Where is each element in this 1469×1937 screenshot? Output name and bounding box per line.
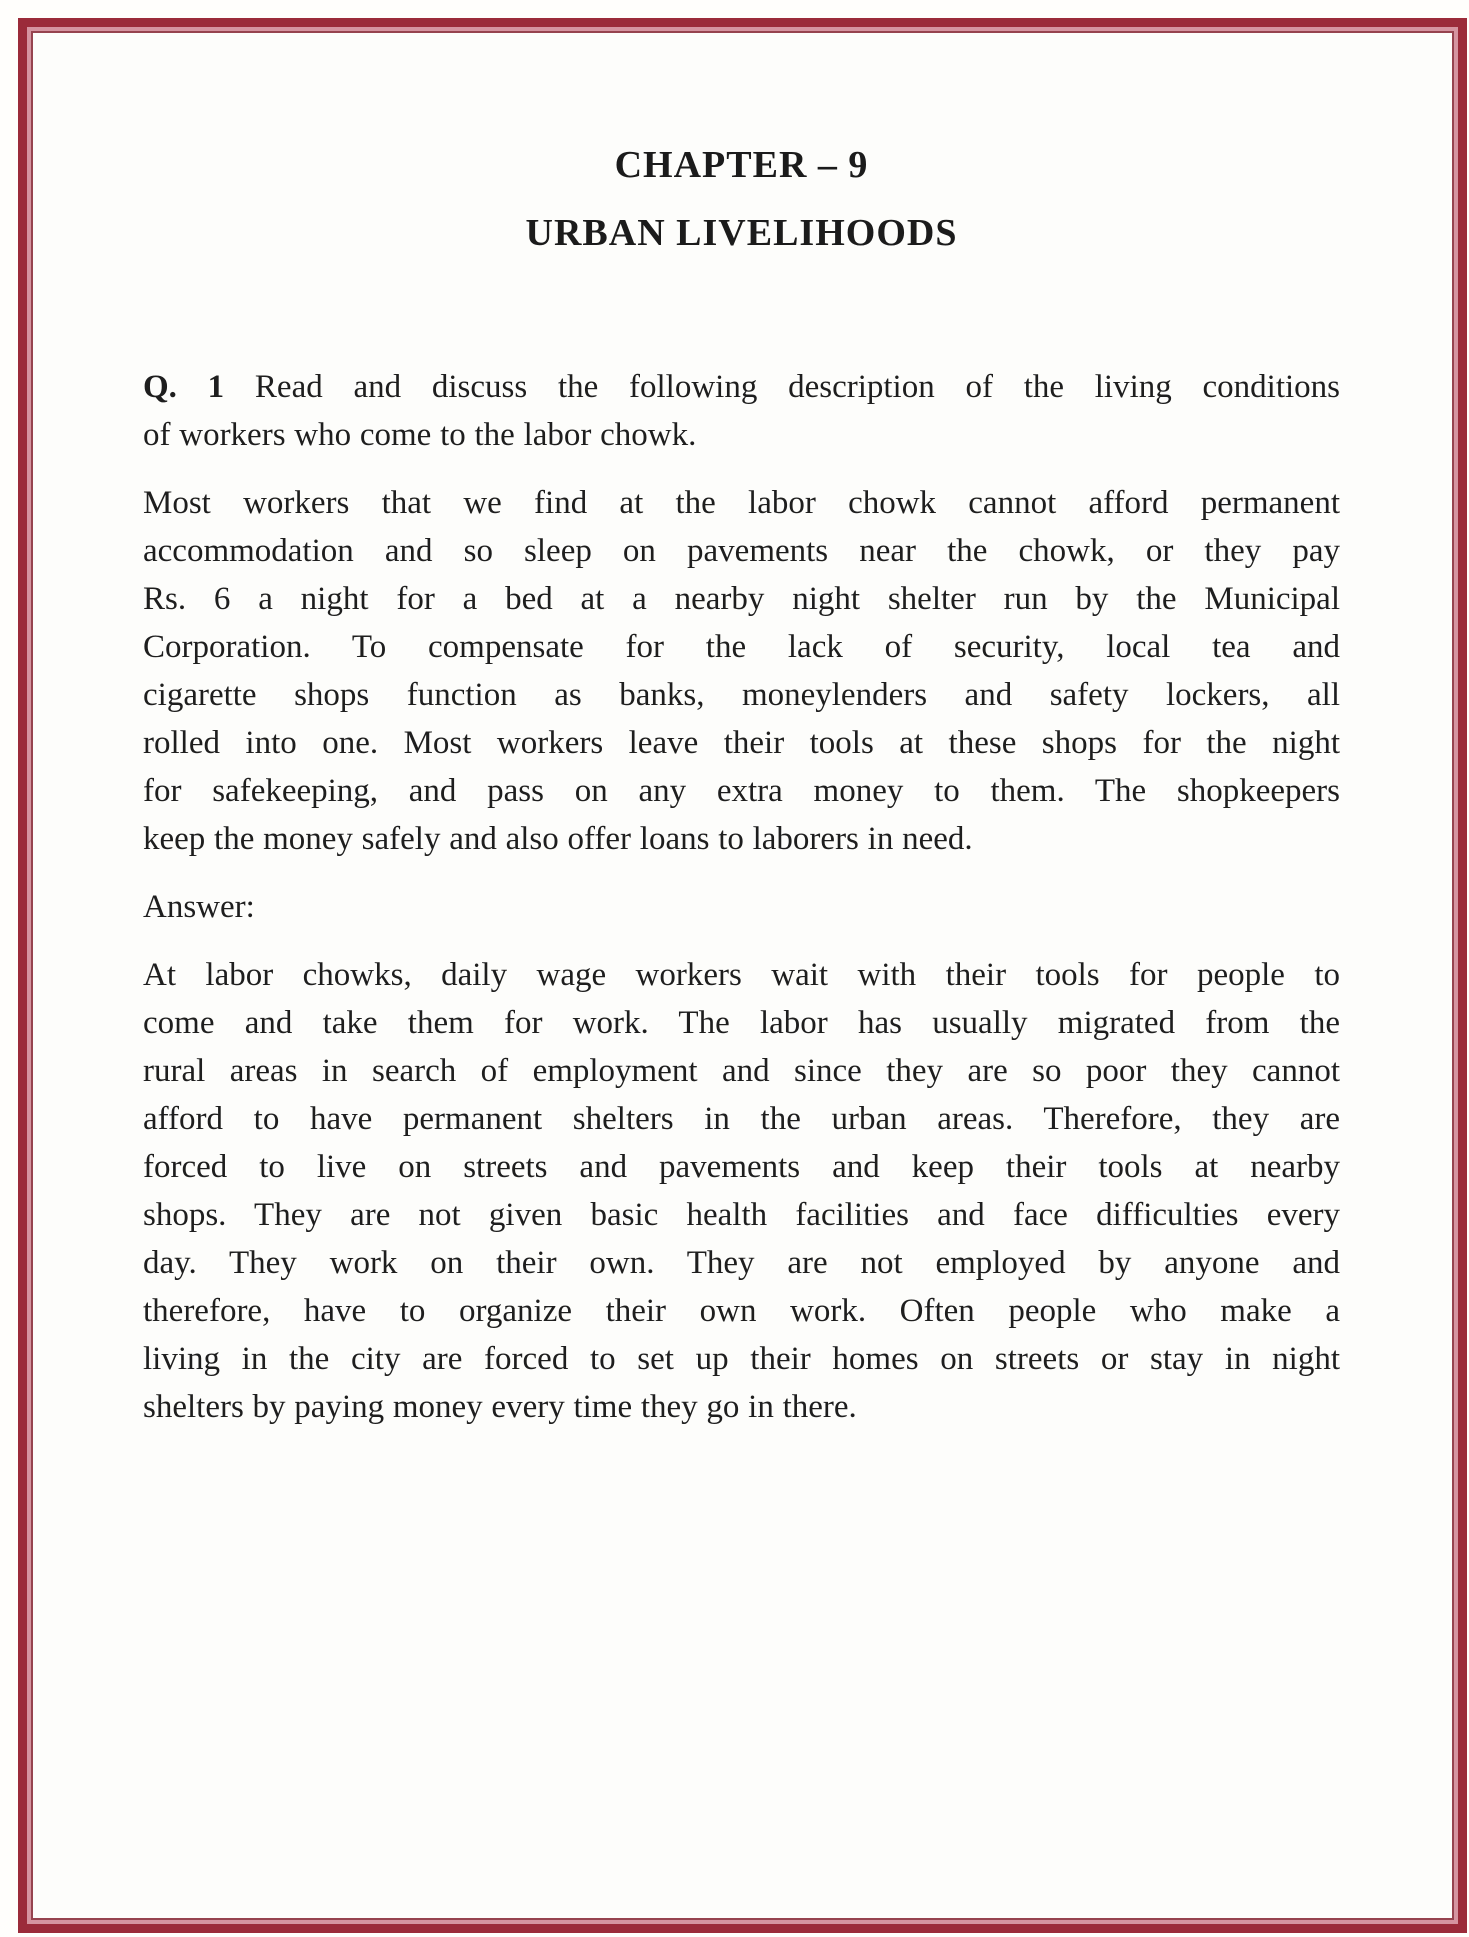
text-line: shelters by paying money every time they go in there. bbox=[143, 1389, 857, 1425]
text-line: of workers who come to the labor chowk. bbox=[143, 417, 697, 453]
text-line: day. They work on their own. They are not employed by anyone and bbox=[143, 1245, 1340, 1281]
text-line: Corporation. To compensate for the lack of security, local tea and bbox=[143, 629, 1340, 665]
question-paragraph bbox=[143, 363, 1340, 459]
text-line: for safekeeping, and pass on any extra money to them. The shopkeepers bbox=[143, 773, 1340, 809]
text-line: therefore, have to organize their own work. Often people who make a bbox=[143, 1293, 1340, 1329]
answer-label: Answer: bbox=[143, 889, 255, 925]
answer-label-paragraph bbox=[143, 883, 1340, 931]
page-content bbox=[33, 33, 1452, 1918]
chapter-heading: CHAPTER – 9 bbox=[614, 144, 869, 186]
text-line bbox=[143, 363, 1340, 411]
text-line: keep the money safely and also offer loans to laborers in need. bbox=[143, 821, 973, 857]
question-number: Q. 1 bbox=[143, 369, 225, 405]
page-border-gap bbox=[27, 27, 1458, 1924]
answer-paragraph bbox=[143, 951, 1340, 1431]
text-line: accommodation and so sleep on pavements near the chowk, or they pay bbox=[143, 533, 1340, 569]
question-text: Read and discuss the following description of the living conditions bbox=[224, 369, 1341, 405]
page-border-inner bbox=[31, 31, 1454, 1920]
text-line: come and take them for work. The labor has usually migrated from the bbox=[143, 1005, 1340, 1041]
chapter-title: URBAN LIVELIHOODS bbox=[525, 212, 958, 254]
description-paragraph bbox=[143, 479, 1340, 863]
text-line: living in the city are forced to set up their homes on streets or stay in night bbox=[143, 1341, 1340, 1377]
text-line: rural areas in search of employment and since they are so poor they cannot bbox=[143, 1053, 1340, 1089]
text-line: At labor chowks, daily wage workers wait with their tools for people to bbox=[143, 957, 1340, 993]
text-line: shops. They are not given basic health facilities and face difficulties every bbox=[143, 1197, 1340, 1233]
text-line: forced to live on streets and pavements and keep their tools at nearby bbox=[143, 1149, 1340, 1185]
page-border-outer bbox=[18, 18, 1467, 1933]
text-line: rolled into one. Most workers leave their tools at these shops for the night bbox=[143, 725, 1340, 761]
text-line: cigarette shops function as banks, moneylenders and safety lockers, all bbox=[143, 677, 1340, 713]
text-line: afford to have permanent shelters in the urban areas. Therefore, they are bbox=[143, 1101, 1340, 1137]
text-line: Rs. 6 a night for a bed at a nearby night shelter run by the Municipal bbox=[143, 581, 1340, 617]
text-line: Most workers that we find at the labor chowk cannot afford permanent bbox=[143, 485, 1340, 521]
